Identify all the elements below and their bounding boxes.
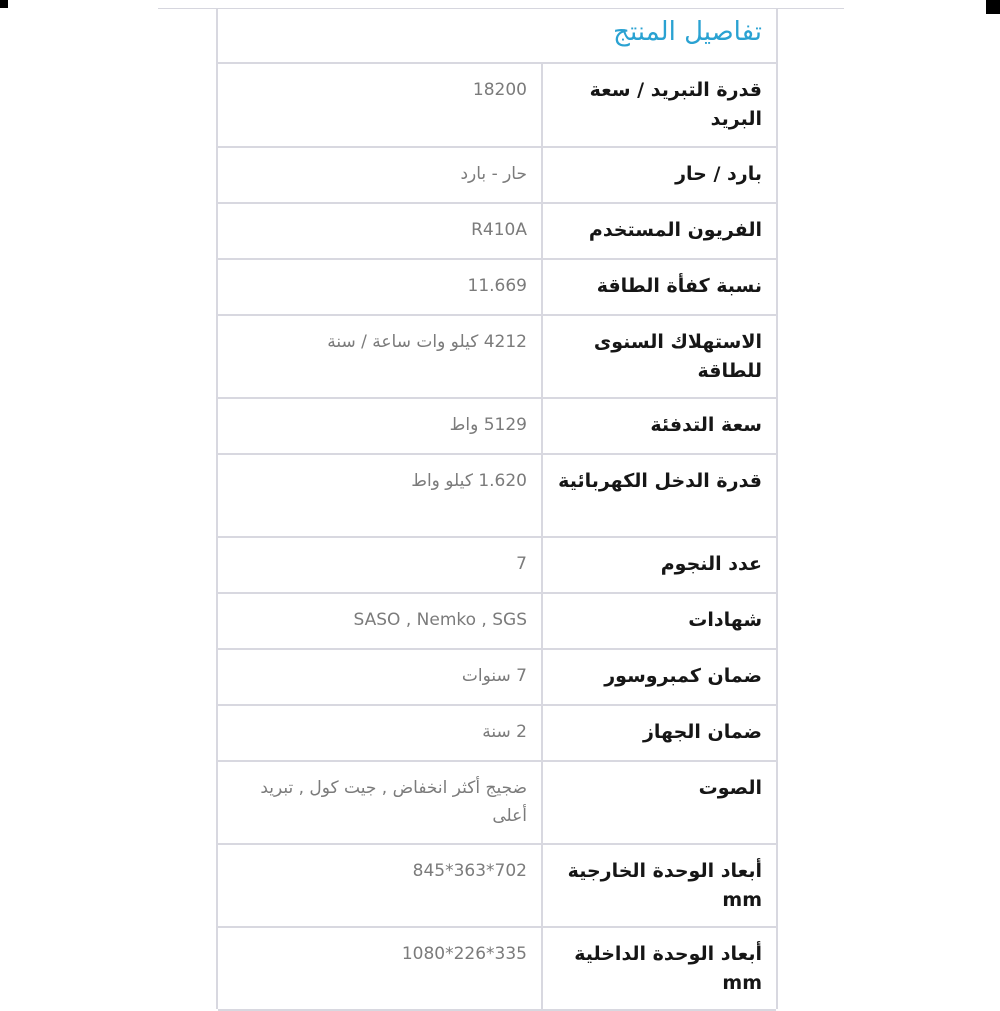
spec-value: 2 سنة xyxy=(218,705,542,761)
spec-label: ضمان الجهاز xyxy=(542,705,776,761)
spec-label: أبعاد الوحدة الداخلية mm xyxy=(542,927,776,1010)
spec-value: 7 xyxy=(218,537,542,593)
spec-label: الصوت xyxy=(542,761,776,844)
spec-row-outdoor-dimensions xyxy=(218,844,776,927)
spec-label: سعة التدفئة xyxy=(542,398,776,454)
product-details-title: تفاصيل المنتج xyxy=(613,17,762,47)
product-details-header xyxy=(218,9,776,64)
spec-row-refrigerant xyxy=(218,203,776,259)
spec-value: R410A xyxy=(218,203,542,259)
spec-value: 702*363*845 xyxy=(218,844,542,927)
spec-row-cooling-capacity xyxy=(218,64,776,147)
spec-row-energy-efficiency xyxy=(218,259,776,315)
frame-corner-right xyxy=(986,0,1000,14)
spec-value: 18200 xyxy=(218,64,542,147)
spec-label: عدد النجوم xyxy=(542,537,776,593)
spec-row-indoor-dimensions xyxy=(218,927,776,1010)
spec-row-certificates xyxy=(218,593,776,649)
spec-label: بارد / حار xyxy=(542,147,776,203)
spec-value: 7 سنوات xyxy=(218,649,542,705)
spec-label: أبعاد الوحدة الخارجية mm xyxy=(542,844,776,927)
spec-value: 1.620 كيلو واط xyxy=(218,454,542,537)
spec-value: SASO , Nemko , SGS xyxy=(218,593,542,649)
spec-value: 4212 كيلو وات ساعة / سنة xyxy=(218,315,542,398)
spec-value: 11.669 xyxy=(218,259,542,315)
spec-value: 5129 واط xyxy=(218,398,542,454)
frame-corner-left xyxy=(0,0,8,8)
spec-row-cold-hot xyxy=(218,147,776,203)
spec-label: نسبة كفأة الطاقة xyxy=(542,259,776,315)
spec-label: قدرة التبريد / سعة البريد xyxy=(542,64,776,147)
spec-row-compressor-warranty xyxy=(218,649,776,705)
spec-label: ضمان كمبروسور xyxy=(542,649,776,705)
spec-value: ضجيج أكثر انخفاض , جيت كول , تبريد أعلى xyxy=(218,761,542,844)
spec-row-heating-capacity xyxy=(218,398,776,454)
product-details-panel xyxy=(216,9,778,1009)
spec-row-stars xyxy=(218,537,776,593)
spec-label: الاستهلاك السنوى للطاقة xyxy=(542,315,776,398)
spec-label: قدرة الدخل الكهربائية xyxy=(542,454,776,537)
spec-row-sound xyxy=(218,761,776,844)
spec-table xyxy=(218,64,776,1011)
spec-label: الفريون المستخدم xyxy=(542,203,776,259)
spec-row-device-warranty xyxy=(218,705,776,761)
spec-row-annual-consumption xyxy=(218,315,776,398)
spec-value: حار - بارد xyxy=(218,147,542,203)
spec-value: 335*226*1080 xyxy=(218,927,542,1010)
spec-row-input-power xyxy=(218,454,776,537)
spec-label: شهادات xyxy=(542,593,776,649)
